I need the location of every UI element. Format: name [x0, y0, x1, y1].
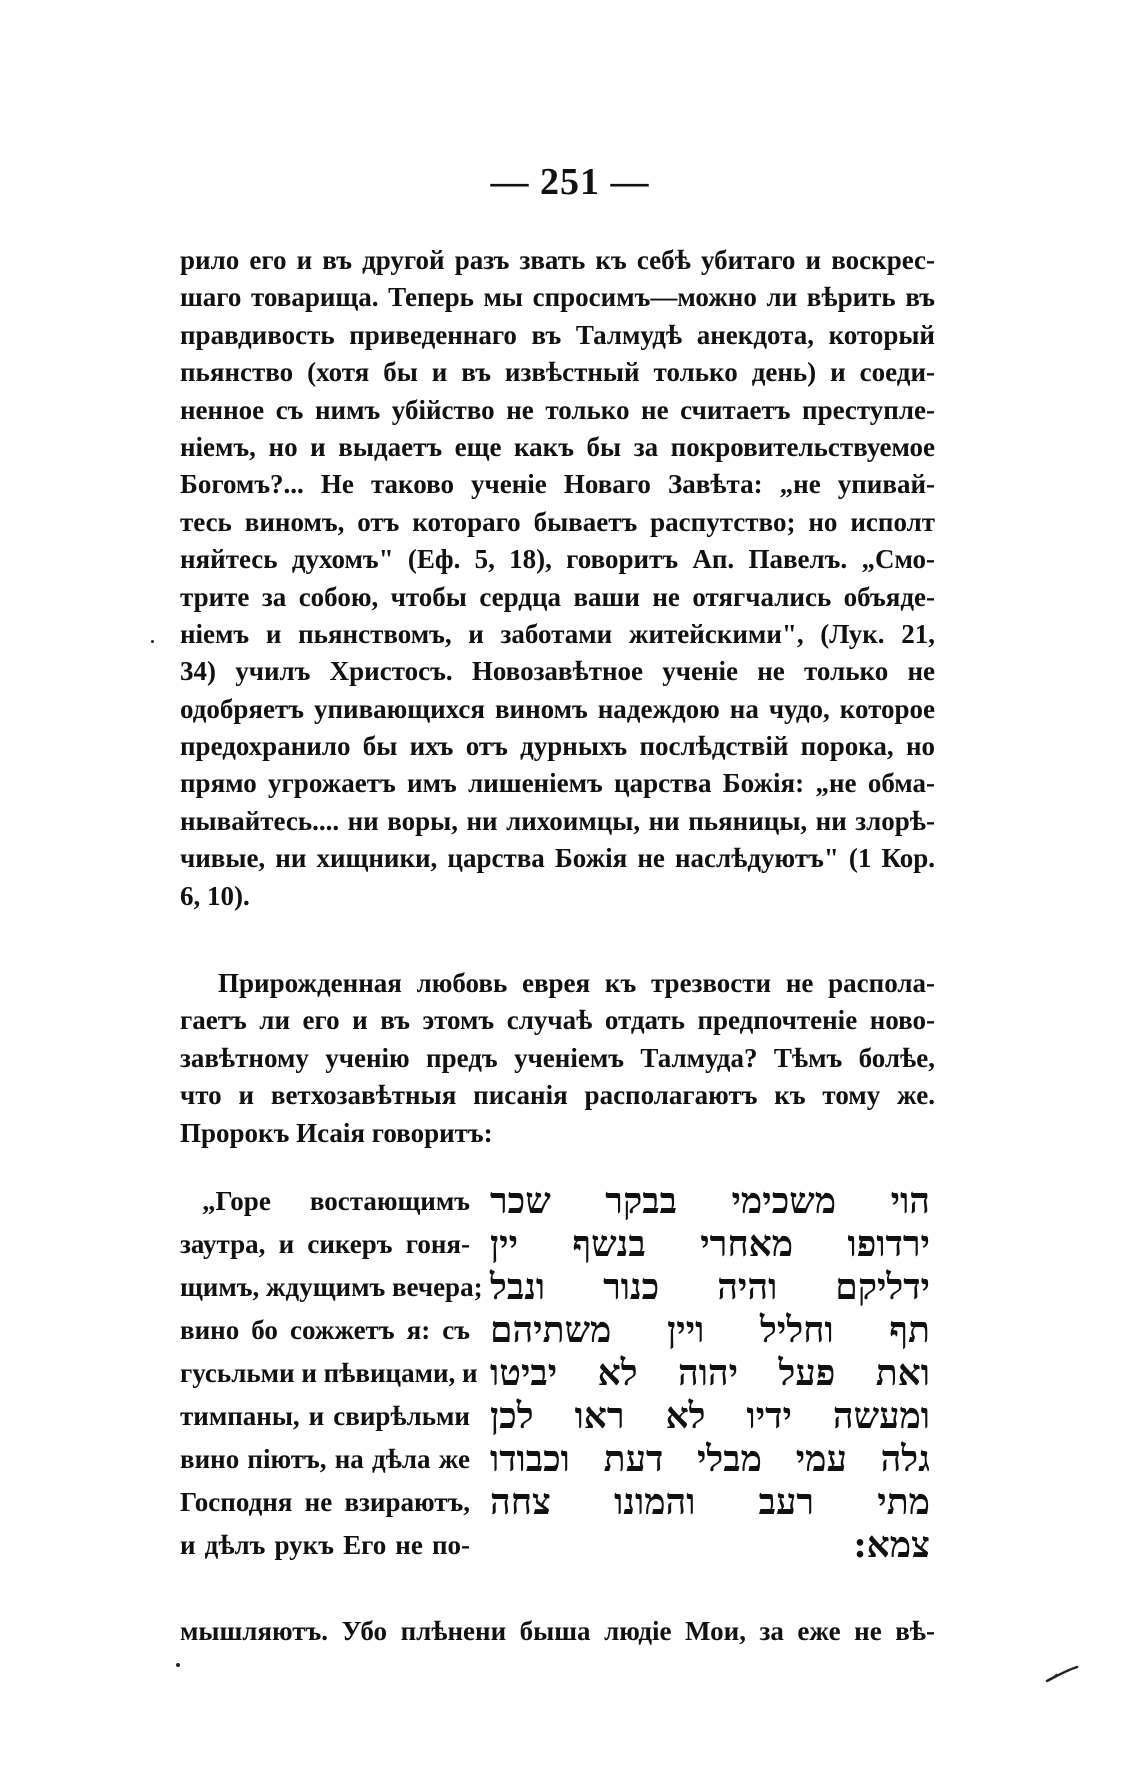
text-line: 34) училъ Христосъ. Новозавѣтное ученіе не только не	[180, 656, 935, 687]
russian-quote-line: тимпаны, и свирѣльми	[180, 1401, 470, 1431]
russian-quote-column	[180, 1180, 483, 1567]
hebrew-quote-line: גלה עמי מבלי דעת וכבודו	[490, 1438, 930, 1480]
paragraph-2	[180, 965, 935, 1152]
text-line: трите за собою, чтобы сердца ваши не отягчались объяде-	[180, 581, 935, 612]
text-line: ніемъ и пьянствомъ, и заботами житейскими", (Лук. 21,	[180, 618, 935, 649]
hebrew-quote-column	[490, 1180, 930, 1567]
hebrew-quote-line: הוי משכימי בבקר שכר	[490, 1180, 930, 1222]
speck-mark	[176, 1663, 180, 1667]
text-line: гаетъ ли его и въ этомъ случаѣ отдать предпочтеніе ново-	[180, 1005, 935, 1036]
hebrew-quote-line: מתי רעב והמונו צחה	[490, 1481, 930, 1523]
text-line: няйтесь духомъ" (Еф. 5, 18), говоритъ Ап. Павелъ. „Смо-	[180, 544, 935, 575]
text-line: ненное съ нимъ убійство не только не считаетъ преступле-	[180, 394, 935, 425]
text-line: 6, 10).	[180, 880, 250, 911]
russian-quote-line: заутра, и сикеръ гоня-	[180, 1229, 470, 1259]
text-line: ніемъ, но и выдаетъ еще какъ бы за покровительствуемое	[180, 431, 935, 462]
russian-quote-line: Господня не взираютъ,	[180, 1487, 470, 1517]
text-line: Богомъ?... Не таково ученіе Новаго Завѣта: „не упивай-	[180, 469, 935, 500]
russian-quote-line: „Горе востающимъ	[202, 1186, 470, 1216]
hebrew-quote-line: תף וחליל ויין משתיהם	[490, 1309, 930, 1351]
text-line: Пророкъ Исаія говоритъ:	[180, 1117, 493, 1148]
hebrew-quote-line: ירדופו מאחרי בנשף יין	[490, 1223, 930, 1265]
final-line: мышляютъ. Убо плѣнени быша людіе Мои, за еже не вѣ-	[180, 1616, 935, 1646]
russian-quote-line: вино піютъ, на дѣла же	[180, 1444, 470, 1474]
text-line: чивые, ни хищники, царства Божія не наслѣдуютъ" (1 Кор.	[180, 843, 935, 874]
text-line: предохранило бы ихъ отъ дурныхъ послѣдствій порока, но	[180, 731, 935, 762]
bilingual-quote	[180, 1180, 935, 1600]
text-line: завѣтному ученію предъ ученіемъ Талмуда? Тѣмъ болѣе,	[180, 1042, 935, 1073]
text-line: что и ветхозавѣтныя писанія располагаютъ къ тому же.	[180, 1080, 935, 1111]
text-line: правдивость приведеннаго въ Талмудѣ анекдота, который	[180, 319, 935, 350]
hebrew-quote-line: ואת פעל יהוה לא יביטו	[490, 1352, 930, 1394]
text-line: прямо угрожаетъ имъ лишеніемъ царства Божія: „не обма-	[180, 768, 935, 799]
paragraph-1	[180, 242, 935, 915]
text-line: нывайтесь.... ни воры, ни лихоимцы, ни пьяницы, ни злорѣ-	[180, 805, 935, 836]
text-line: Прирожденная любовь еврея къ трезвости не распола-	[218, 968, 935, 998]
speck-mark	[151, 640, 154, 643]
russian-quote-line: гусьльми и пѣвицами, и	[180, 1358, 478, 1388]
page-number: — 251 —	[490, 161, 650, 203]
text-line: пьянство (хотя бы и въ извѣстный только день) и соеди-	[180, 357, 935, 388]
russian-quote-line: щимъ, ждущимъ вечера;	[180, 1272, 483, 1302]
scan-mark-icon	[1045, 1665, 1079, 1683]
hebrew-quote-line: צמא:	[853, 1524, 930, 1566]
hebrew-quote-line: ידליקם והיה כנור ונבל	[490, 1266, 930, 1308]
russian-quote-line: вино бо сожжетъ я: съ	[180, 1315, 470, 1345]
hebrew-quote-line: ומעשה ידיו לא ראו לכן	[490, 1395, 930, 1437]
text-line: одобряетъ упивающихся виномъ надеждою на чудо, которое	[180, 693, 935, 724]
russian-quote-line: и дѣлъ рукъ Его не по-	[180, 1530, 470, 1560]
text-line: шаго товарища. Теперь мы спросимъ—можно ли вѣрить въ	[180, 282, 935, 313]
text-line: тесь виномъ, отъ котораго бываетъ распутство; но исполт	[180, 506, 935, 537]
text-line: рило его и въ другой разъ звать къ себѣ убитаго и воскрес-	[180, 245, 935, 275]
